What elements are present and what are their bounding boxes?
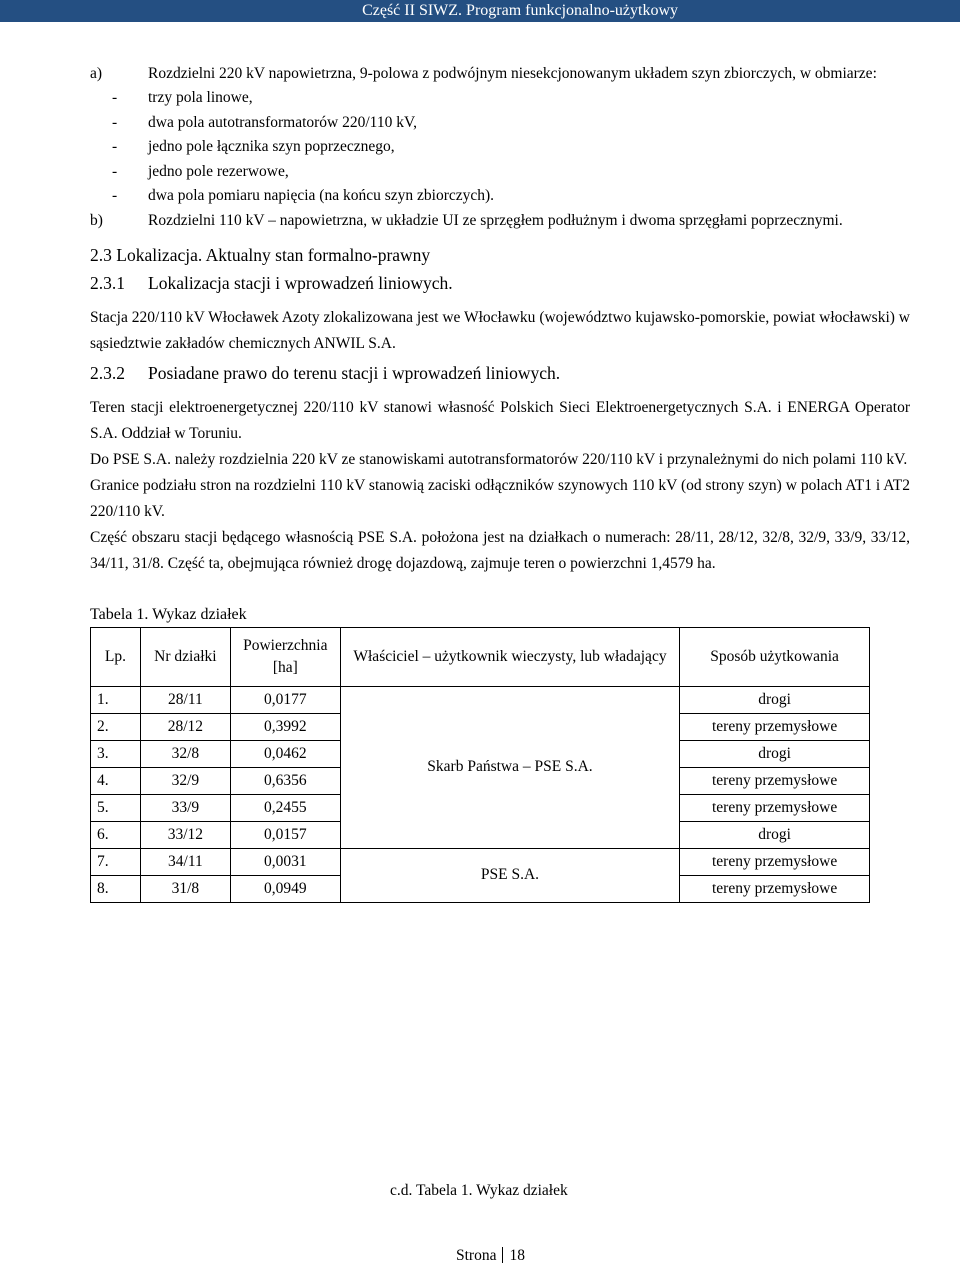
header-lp: Lp. xyxy=(91,627,141,686)
paragraph-boundaries: Granice podziału stron na rozdzielni 110 kV stanowią zaciski odłączników szynowych 110 kV (od strony szyn) w polach AT1 i AT2 220/110 kV. xyxy=(90,476,910,520)
header-nr: Nr działki xyxy=(140,627,230,686)
list-item-a xyxy=(90,62,910,86)
table-header-row xyxy=(91,627,870,686)
footer-separator xyxy=(502,1247,503,1263)
heading-number: 2.3.2 xyxy=(90,362,125,383)
table-row: 6. 33/12 0,0157 drogi xyxy=(91,821,870,848)
list-item: - jedno pole rezerwowe, xyxy=(112,162,289,180)
list-item: - jedno pole łącznika szyn poprzecznego, xyxy=(112,138,395,155)
list-text-b: Rozdzielni 110 kV – napowietrzna, w układzie UI ze sprzęgłem podłużnym i dwoma sprzęgłami poprzecznymi. xyxy=(148,211,843,229)
dash-list xyxy=(90,86,910,209)
table-row: 1. 28/11 0,0177 Skarb Państwa – PSE S.A. drogi xyxy=(91,686,870,713)
header-title: Część II SIWZ. Program funkcjonalno-użytkowy xyxy=(362,2,678,19)
list-item: - dwa pola pomiaru napięcia (na końcu szyn zbiorczych). xyxy=(112,187,495,204)
list-item: - dwa pola autotransformatorów 220/110 kV, xyxy=(112,113,418,131)
heading-text: Lokalizacja stacji i wprowadzeń liniowych. xyxy=(148,272,453,293)
page-content xyxy=(90,62,910,903)
heading-number: 2.3.1 xyxy=(90,272,125,293)
table-row: 8. 31/8 0,0949 tereny przemysłowe xyxy=(91,875,870,902)
header-owner: Właściciel – użytkownik wieczysty, lub władający xyxy=(340,627,679,686)
paragraph-ownership: Teren stacji elektroenergetycznej 220/110 kV stanowi własność Polskich Sieci Elektroenergetycznych S.A. i ENERGA Operator S.A. Oddział w Toruniu. xyxy=(90,398,910,442)
table-row: 2. 28/12 0,3992 tereny przemysłowe xyxy=(91,713,870,740)
table-continuation: c.d. Tabela 1. Wykaz działek xyxy=(390,1182,568,1199)
plots-table xyxy=(90,627,870,903)
owner-cell: Skarb Państwa – PSE S.A. xyxy=(340,686,679,848)
list-label-a: a) xyxy=(90,65,103,82)
heading-2-3-1 xyxy=(90,271,910,295)
paragraph-pse: Do PSE S.A. należy rozdzielnia 220 kV ze stanowiskami autotransformatorów 220/110 kV i przynależnymi do nich polami 110 kV. xyxy=(90,450,908,468)
table-row: 5. 33/9 0,2455 tereny przemysłowe xyxy=(91,794,870,821)
heading-text: Posiadane prawo do terenu stacji i wprowadzeń liniowych. xyxy=(148,362,561,383)
heading-2-3: 2.3 Lokalizacja. Aktualny stan formalno-prawny xyxy=(90,244,431,265)
list-label-b: b) xyxy=(90,211,103,229)
header-use: Sposób użytkowania xyxy=(680,627,870,686)
list-text-a: Rozdzielni 220 kV napowietrzna, 9-polowa z podwójnym niesekcjonowanym układem szyn zbiorczych, w obmiarze: xyxy=(148,65,877,82)
footer-label: Strona xyxy=(456,1247,497,1264)
table-caption: Tabela 1. Wykaz działek xyxy=(90,605,247,623)
list-item: - trzy pola linowe, xyxy=(112,89,253,106)
table-row: 7. 34/11 0,0031 PSE S.A. tereny przemysłowe xyxy=(91,848,870,875)
owner-cell-last: PSE S.A. xyxy=(340,848,679,902)
table-row: 3. 32/8 0,0462 drogi xyxy=(91,740,870,767)
paragraph-plots: Część obszaru stacji będącego własnością PSE S.A. położona jest na działkach o numerach: 28/11, 28/12, 32/8, 32/9, 33/9, 33/12, 34/11, 31/8. Część ta, obejmująca również drogę dojazdową, zajmuje teren o powierzchni 1,4579 ha. xyxy=(90,528,910,572)
paragraph-location: Stacja 220/110 kV Włocławek Azoty zlokalizowana jest we Włocławku (województwo kujawsko-pomorskie, powiat włocławski) w sąsiedztwie zakładów chemicznych ANWIL S.A. xyxy=(90,308,910,352)
list-item-b xyxy=(90,209,910,233)
page-number: 18 xyxy=(509,1247,525,1264)
header-area: Powierzchnia [ha] xyxy=(230,627,340,686)
table-row: 4. 32/9 0,6356 tereny przemysłowe xyxy=(91,767,870,794)
heading-2-3-2 xyxy=(90,361,910,385)
document-header xyxy=(0,0,960,22)
page-footer xyxy=(456,1247,525,1265)
